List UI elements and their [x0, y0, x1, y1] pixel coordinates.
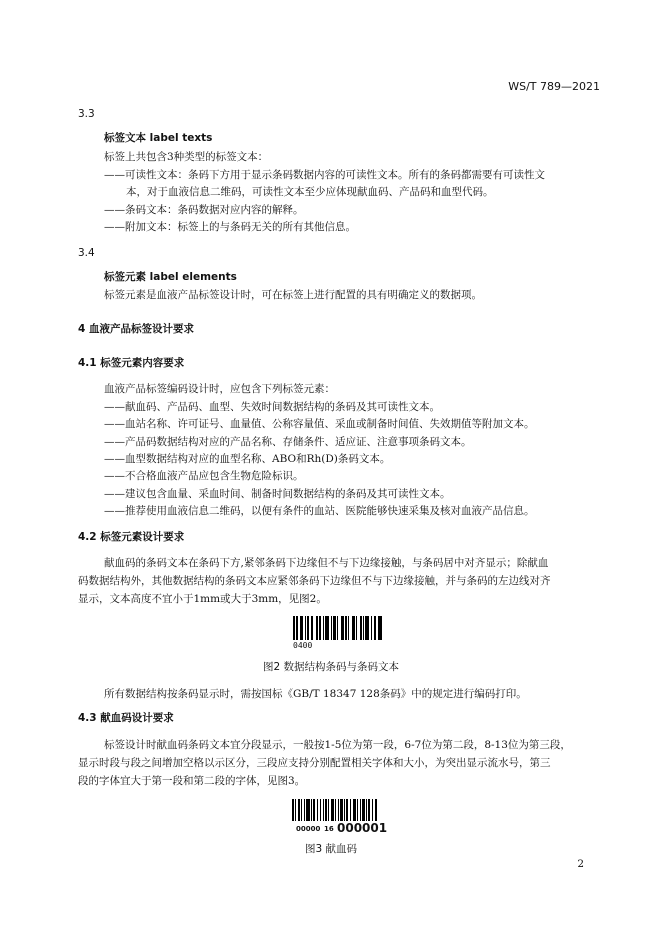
barcode-bar	[316, 616, 318, 640]
barcode-bar	[298, 799, 300, 821]
barcode-bar	[305, 616, 306, 640]
section-4-1-item-5: ——不合格血液产品应包含生物危险标识。	[104, 470, 304, 482]
barcode-bar	[313, 799, 315, 821]
barcode-bar	[331, 616, 332, 640]
section-4-2-title: 4.2 标签元素设计要求	[78, 531, 185, 543]
barcode-bar	[362, 799, 364, 821]
section-4-1-item-7: ——推荐使用血液信息二维码，以便有条件的血站、医院能够快速采集及核对血液产品信息。	[104, 505, 535, 517]
page-number: 2	[577, 858, 584, 870]
section-4-3-line-2: 显示时段与段之间增加空格以示区分，三段应支持分别配置相关字体和大小，为突出显示流水号，第三	[78, 757, 551, 769]
barcode-bar	[335, 799, 336, 821]
barcode-bar	[293, 616, 295, 640]
section-4-1-intro: 血液产品标签编码设计时，应包含下列标签元素：	[104, 383, 335, 395]
barcode-bar	[296, 616, 297, 640]
section-4-2-line-3: 显示，文本高度不宜小于1mm或大于3mm，见图2。	[78, 593, 327, 605]
section-4-1-item-4: ——血型数据结构对应的血型名称、ABO和Rh(D)条码文本。	[104, 453, 391, 465]
section-3-3-line-2: ——可读性文本：条码下方用于显示条码数据内容的可读性文本。所有的条码都需要有可读性文	[104, 169, 545, 181]
barcode-bar	[371, 616, 372, 640]
section-4-2-line-2: 码数据结构外，其他数据结构的条码文本应紧邻条码下边缘但不与下边缘接触，并与条码的左边线对齐	[78, 575, 551, 587]
section-3-3-line-1: 标签上共包含3种类型的标签文本：	[104, 151, 269, 163]
figure-3-segment-3: 000001	[337, 821, 388, 835]
barcode-bar	[360, 616, 362, 640]
figure-3-segment-2: 16	[324, 825, 334, 833]
barcode-bar	[319, 616, 320, 640]
barcode-bar	[337, 616, 338, 640]
figure-3-caption: 图3 献血码	[304, 843, 358, 855]
section-4-3-title: 4.3 献血码设计要求	[78, 712, 174, 724]
barcode-bar	[325, 616, 328, 640]
figure-3-segment-1: 00000	[296, 825, 321, 833]
barcode-bar	[353, 799, 356, 821]
standard-number: WS/T 789—2021	[508, 80, 600, 93]
section-3-3-line-5: ——附加文本：标签上的与条码无关的所有其他信息。	[104, 221, 356, 233]
barcode-bar	[345, 616, 347, 640]
barcode-bar	[301, 799, 302, 821]
barcode-bar	[311, 616, 312, 640]
barcode-bar	[295, 799, 296, 821]
barcode-bar	[366, 799, 367, 821]
section-4-2-line-1: 献血码的条码文本在条码下方,紧邻条码下边缘但不与下边缘接触，与条码居中对齐显示；除献血	[104, 557, 549, 569]
figure-2-barcode	[293, 616, 384, 640]
section-3-3-term: 标签文本 label texts	[104, 132, 213, 144]
section-3-4-line: 标签元素是血液产品标签设计时，可在标签上进行配置的具有明确定义的数据项。	[104, 289, 482, 301]
figure-2-barcode-text: 0400	[293, 641, 313, 650]
figure-2-caption: 图2 数据结构条码与条码文本	[262, 661, 400, 673]
section-4-1-item-3: ——产品码数据结构对应的产品名称、存储条件、适应证、注意事项条码文本。	[104, 436, 472, 448]
section-4-1-item-6: ——建议包含血量、采血时间、制备时间数据结构的条码及其可读性文本。	[104, 488, 451, 500]
barcode-bar	[311, 799, 312, 821]
barcode-bar	[378, 616, 381, 640]
barcode-bar	[323, 616, 324, 640]
barcode-bar	[300, 616, 303, 640]
section-4-1-item-2: ——血站名称、许可证号、血量值、公称容量值、采血或制备时间值、失效期值等附加文本。	[104, 418, 535, 430]
barcode-bar	[352, 616, 355, 640]
barcode-bar	[374, 616, 376, 640]
section-3-3-line-3: 本，对于血液信息二维码，可读性文本至少应体现献血码、产品码和血型代码。	[126, 186, 494, 198]
barcode-bar	[304, 799, 305, 821]
barcode-bar	[365, 616, 368, 640]
section-4-3-line-1: 标签设计时献血码条码文本宜分段显示，一般按1-5位为第一段，6-7位为第二段，8-13位为第三段，	[104, 739, 571, 751]
barcode-bar	[320, 799, 321, 821]
section-3-3-line-4: ——条码文本：条码数据对应内容的解释。	[104, 204, 304, 216]
barcode-bar	[325, 799, 327, 821]
section-4-title: 4 血液产品标签设计要求	[78, 323, 194, 335]
barcode-bar	[368, 799, 370, 821]
section-3-4-term: 标签元素 label elements	[104, 271, 237, 283]
barcode-bar	[357, 799, 358, 821]
barcode-bar	[360, 799, 361, 821]
barcode-bar	[341, 616, 343, 640]
barcode-bar	[375, 799, 377, 821]
barcode-bar	[363, 616, 364, 640]
barcode-bar	[306, 799, 309, 821]
barcode-bar	[338, 799, 339, 821]
section-4-1-item-1: ——献血码、产品码、血型、失效时间数据结构的条码及其可读性文本。	[104, 401, 440, 413]
barcode-bar	[346, 799, 348, 821]
barcode-bar	[328, 799, 329, 821]
barcode-bar	[340, 799, 342, 821]
section-4-2-after: 所有数据结构按条码显示时，需按国标《GB/T 18347 128条码》中的规定进行编码打印。	[104, 688, 527, 700]
barcode-bar	[331, 799, 334, 821]
section-4-1-title: 4.1 标签元素内容要求	[78, 357, 185, 369]
barcode-bar	[323, 799, 324, 821]
barcode-bar	[356, 616, 357, 640]
barcode-bar	[292, 799, 294, 821]
barcode-bar	[348, 616, 349, 640]
barcode-bar	[344, 799, 345, 821]
section-4-3-line-3: 段的字体宜大于第一段和第二段的字体，见图3。	[78, 775, 306, 787]
section-3-3-number: 3.3	[78, 108, 95, 120]
barcode-bar	[350, 799, 351, 821]
barcode-bar	[307, 616, 309, 640]
section-3-4-number: 3.4	[78, 247, 95, 259]
barcode-bar	[372, 799, 373, 821]
barcode-bar	[333, 616, 335, 640]
figure-3-barcode	[292, 799, 386, 821]
barcode-bar	[317, 799, 318, 821]
